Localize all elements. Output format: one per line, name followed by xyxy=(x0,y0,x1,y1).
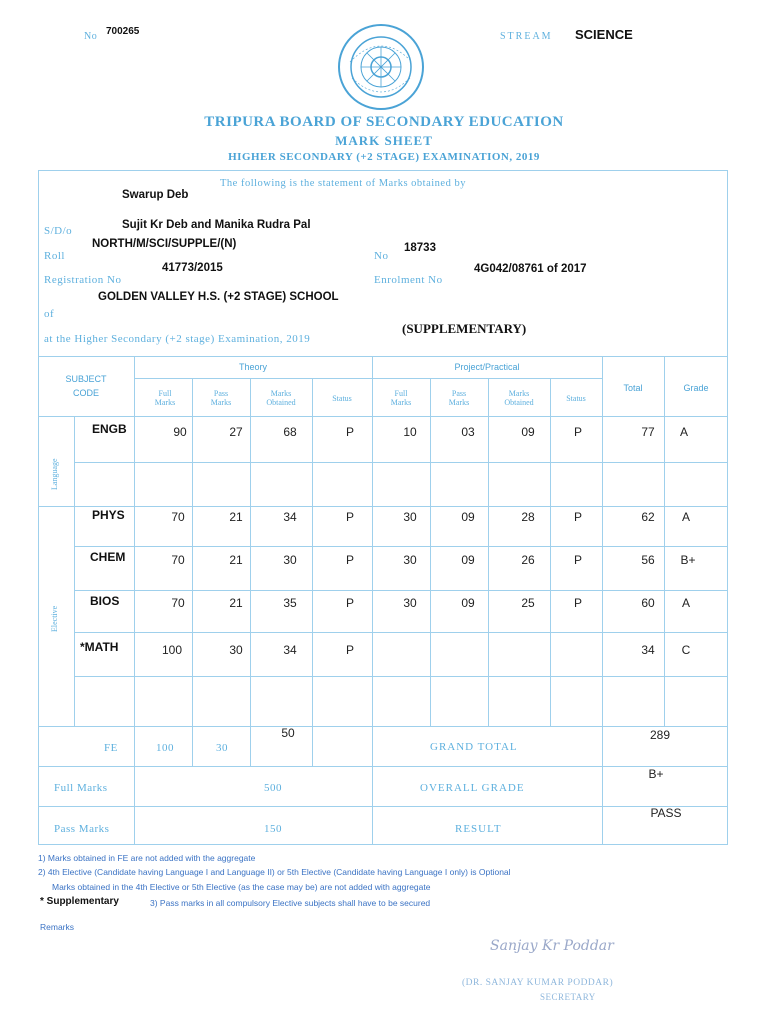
subject-code: BIOS xyxy=(90,594,120,608)
theory-header: Theory xyxy=(238,362,267,372)
fe-label: FE xyxy=(104,742,118,754)
student-name: Swarup Deb xyxy=(122,189,189,201)
practical-obtained: 26 xyxy=(521,553,535,567)
theory-full: 70 xyxy=(171,596,185,610)
theory-obtained: 68 xyxy=(283,425,297,439)
theory-full: 90 xyxy=(173,425,187,439)
footnote-1: 1) Marks obtained in FE are not added with the aggregate xyxy=(38,853,256,863)
marksheet-frame xyxy=(38,170,728,845)
theory-status: P xyxy=(345,425,354,439)
remarks-label: Remarks xyxy=(40,922,75,932)
practical-pass: 03 xyxy=(461,425,475,439)
theory-status: P xyxy=(345,643,354,657)
practical-pass: 09 xyxy=(461,510,475,524)
grade-header: Grade xyxy=(683,383,709,393)
practical-pass: 09 xyxy=(461,596,475,610)
practical-pass-marks-header: Pass Marks xyxy=(448,389,470,407)
full-marks-value: 500 xyxy=(264,782,282,794)
practical-obtained: 09 xyxy=(521,425,535,439)
practical-status: P xyxy=(573,596,582,610)
registration-no: 41773/2015 xyxy=(162,262,223,274)
subject-code: PHYS xyxy=(92,508,125,522)
overall-grade: B+ xyxy=(648,767,664,781)
subject-grade: B+ xyxy=(680,553,696,567)
theory-obtained: 35 xyxy=(283,596,297,610)
theory-obtained: 34 xyxy=(283,643,297,657)
theory-pass: 27 xyxy=(229,425,243,439)
practical-status: P xyxy=(573,425,582,439)
full-marks-label: Full Marks xyxy=(54,782,108,794)
theory-status-header: Status xyxy=(332,394,352,403)
practical-status: P xyxy=(573,553,582,567)
subject-total: 77 xyxy=(641,425,655,439)
board-seal-icon xyxy=(336,22,426,112)
theory-status: P xyxy=(345,596,354,610)
practical-full: 30 xyxy=(403,553,417,567)
pass-marks-value: 150 xyxy=(264,823,282,835)
theory-pass: 21 xyxy=(229,596,243,610)
theory-pass: 21 xyxy=(229,510,243,524)
supplementary-note: * Supplementary xyxy=(40,896,119,907)
theory-obtained: 34 xyxy=(283,510,297,524)
subject-total: 62 xyxy=(641,510,655,524)
registration-label: Registration No xyxy=(44,274,122,286)
theory-marks-obtained-header: Marks Obtained xyxy=(266,389,296,407)
theory-full-marks-header: Full Marks xyxy=(154,389,176,407)
theory-full: 70 xyxy=(171,510,185,524)
theory-status: P xyxy=(345,553,354,567)
exam-line: at the Higher Secondary (+2 stage) Examination, 2019 xyxy=(44,333,311,345)
subject-total: 60 xyxy=(641,596,655,610)
practical-full-marks-header: Full Marks xyxy=(390,389,412,407)
grand-total: 289 xyxy=(649,728,671,742)
secretary-signature: Sanjay Kr Poddar xyxy=(490,938,614,954)
subject-grade: A xyxy=(679,425,688,439)
school-of-label: of xyxy=(44,308,55,320)
overall-grade-label: OVERALL GRADE xyxy=(420,782,525,794)
fe-full-marks: 100 xyxy=(156,742,174,754)
theory-full: 70 xyxy=(171,553,185,567)
stream-value: SCIENCE xyxy=(575,27,633,42)
board-name: TRIPURA BOARD OF SECONDARY EDUCATION xyxy=(204,114,564,130)
subject-code-header: SUBJECT CODE xyxy=(65,374,107,398)
result-label: RESULT xyxy=(455,823,502,835)
practical-full: 10 xyxy=(403,425,417,439)
result-value: PASS xyxy=(650,806,682,820)
practical-obtained: 28 xyxy=(521,510,535,524)
practical-full: 30 xyxy=(403,510,417,524)
stream-label: STREAM xyxy=(500,31,553,42)
subject-grade: A xyxy=(681,596,690,610)
parent-label: S/D/o xyxy=(44,225,73,237)
theory-pass: 21 xyxy=(229,553,243,567)
practical-full: 30 xyxy=(403,596,417,610)
roll-no: 18733 xyxy=(404,242,436,254)
fe-obtained: 50 xyxy=(281,726,295,740)
parents-name: Sujit Kr Deb and Manika Rudra Pal xyxy=(122,219,311,231)
roll-label: Roll xyxy=(44,250,65,262)
practical-pass: 09 xyxy=(461,553,475,567)
total-header: Total xyxy=(623,383,643,393)
footnote-2b: Marks obtained in the 4th Elective or 5th Elective (as the case may be) are not added with aggregate xyxy=(52,882,431,892)
theory-status: P xyxy=(345,510,354,524)
footnote-2: 2) 4th Elective (Candidate having Language I and Language II) or 5th Elective (Candidate having Language I only) is Optional xyxy=(38,867,511,877)
intro-text: The following is the statement of Marks obtained by xyxy=(220,178,466,189)
theory-full: 100 xyxy=(161,643,183,657)
roll-value: NORTH/M/SCI/SUPPLE/(N) xyxy=(92,238,237,250)
signatory-name: (DR. SANJAY KUMAR PODDAR) xyxy=(462,978,614,988)
grand-total-label: GRAND TOTAL xyxy=(430,741,518,753)
subject-code: *MATH xyxy=(80,640,119,654)
subject-code: ENGB xyxy=(92,422,127,436)
exam-title: HIGHER SECONDARY (+2 STAGE) EXAMINATION, 2019 xyxy=(228,151,540,163)
school-name: GOLDEN VALLEY H.S. (+2 STAGE) SCHOOL xyxy=(98,291,339,303)
exam-type: (SUPPLEMENTARY) xyxy=(402,321,527,336)
practical-status-header: Status xyxy=(566,394,586,403)
subject-grade: C xyxy=(681,643,691,657)
subject-grade: A xyxy=(681,510,690,524)
language-group-label: Language xyxy=(50,458,59,490)
roll-no-label: No xyxy=(374,250,389,262)
theory-pass-marks-header: Pass Marks xyxy=(210,389,232,407)
subject-total: 56 xyxy=(641,553,655,567)
footnote-3: 3) Pass marks in all compulsory Elective subjects shall have to be secured xyxy=(150,898,431,908)
subject-total: 34 xyxy=(641,643,655,657)
enrolment-label: Enrolment No xyxy=(374,274,443,286)
fe-pass-marks: 30 xyxy=(216,742,228,754)
signatory-title: SECRETARY xyxy=(540,992,596,1002)
serial-no: 700265 xyxy=(106,26,140,37)
subject-code: CHEM xyxy=(90,550,126,564)
enrolment-no: 4G042/08761 of 2017 xyxy=(474,263,587,275)
theory-pass: 30 xyxy=(229,643,243,657)
serial-no-label: No xyxy=(84,31,98,42)
practical-header: Project/Practical xyxy=(454,362,520,372)
practical-marks-obtained-header: Marks Obtained xyxy=(504,389,534,407)
document-title: MARK SHEET xyxy=(335,133,433,148)
elective-group-label: Elective xyxy=(50,605,59,632)
theory-obtained: 30 xyxy=(283,553,297,567)
practical-obtained: 25 xyxy=(521,596,535,610)
practical-status: P xyxy=(573,510,582,524)
pass-marks-label: Pass Marks xyxy=(54,823,110,835)
